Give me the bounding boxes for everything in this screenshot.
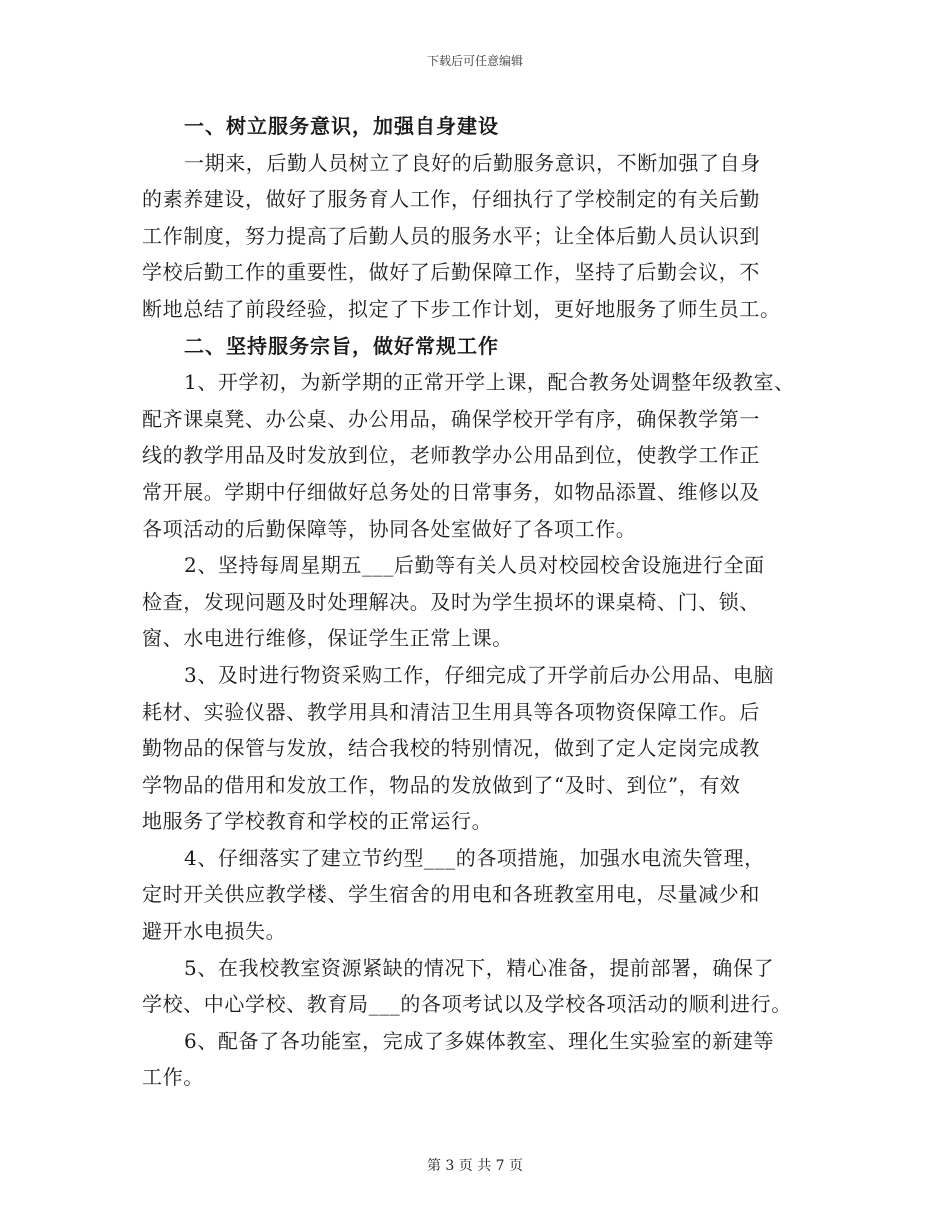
text-line: 避开水电损失。	[142, 919, 287, 944]
text-line: 4、仔细落实了建立节约型___的各项措施，加强水电流失管理，	[184, 845, 765, 870]
text-line: 各项活动的后勤保障等，协同各处室做好了各项工作。	[142, 516, 637, 541]
text-line: 一期来，后勤人员树立了良好的后勤服务意识，不断加强了自身	[184, 150, 761, 175]
text-line: 线的教学用品及时发放到位，老师教学办公用品到位，使教学工作正	[142, 443, 760, 468]
section-heading: 二、坚持服务宗旨，做好常规工作	[184, 333, 499, 358]
text-line: 学校、中心学校、教育局___的各项考试以及学校各项活动的顺利进行。	[142, 992, 792, 1017]
document-body	[142, 108, 832, 1096]
text-line: 2、坚持每周星期五___后勤等有关人员对校园校舍设施进行全面	[184, 553, 765, 578]
text-line: 学校后勤工作的重要性，做好了后勤保障工作，坚持了后勤会议，不	[142, 260, 760, 285]
text-line: 耗材、实验仪器、教学用具和清洁卫生用具等各项物资保障工作。后	[142, 699, 760, 724]
text-line: 定时开关供应教学楼、学生宿舍的用电和各班教室用电，尽量减少和	[142, 882, 760, 907]
text-line: 的素养建设，做好了服务育人工作，仔细执行了学校制定的有关后勤	[142, 187, 760, 212]
text-line: 窗、水电进行维修，保证学生正常上课。	[142, 626, 513, 651]
text-line: 工作。	[142, 1065, 204, 1090]
text-line: 地服务了学校教育和学校的正常运行。	[142, 809, 493, 834]
text-line: 勤物品的保管与发放，结合我校的特别情况，做到了定人定岗完成教	[142, 736, 760, 761]
text-line: 工作制度，努力提高了后勤人员的服务水平；让全体后勤人员认识到	[142, 223, 760, 248]
text-line: 5、在我校教室资源紧缺的情况下，精心准备，提前部署，确保了	[184, 955, 775, 980]
header-note: 下载后可任意编辑	[426, 54, 523, 68]
section-heading: 一、树立服务意识，加强自身建设	[184, 114, 499, 138]
text-line: 3、及时进行物资采购工作，仔细完成了开学前后办公用品、电脑	[184, 662, 775, 687]
text-line: 断地总结了前段经验，拟定了下步工作计划，更好地服务了师生员工。	[142, 296, 781, 321]
text-line: 6、配备了各功能室，完成了多媒体教室、理化生实验室的新建等	[184, 1028, 775, 1053]
text-line: 1、开学初，为新学期的正常开学上课，配合教务处调整年级教室、	[184, 370, 795, 395]
text-line: 配齐课桌凳、办公桌、办公用品，确保学校开学有序，确保教学第一	[142, 406, 760, 431]
text-line: 常开展。学期中仔细做好总务处的日常事务，如物品添置、维修以及	[142, 479, 760, 504]
text-line: 检查，发现问题及时处理解决。及时为学生损坏的课桌椅、门、锁、	[142, 589, 760, 614]
page-number: 第 3 页 共 7 页	[426, 1158, 524, 1174]
text-line: 学物品的借用和发放工作，物品的发放做到了“及时、到位”，有效	[142, 772, 741, 797]
